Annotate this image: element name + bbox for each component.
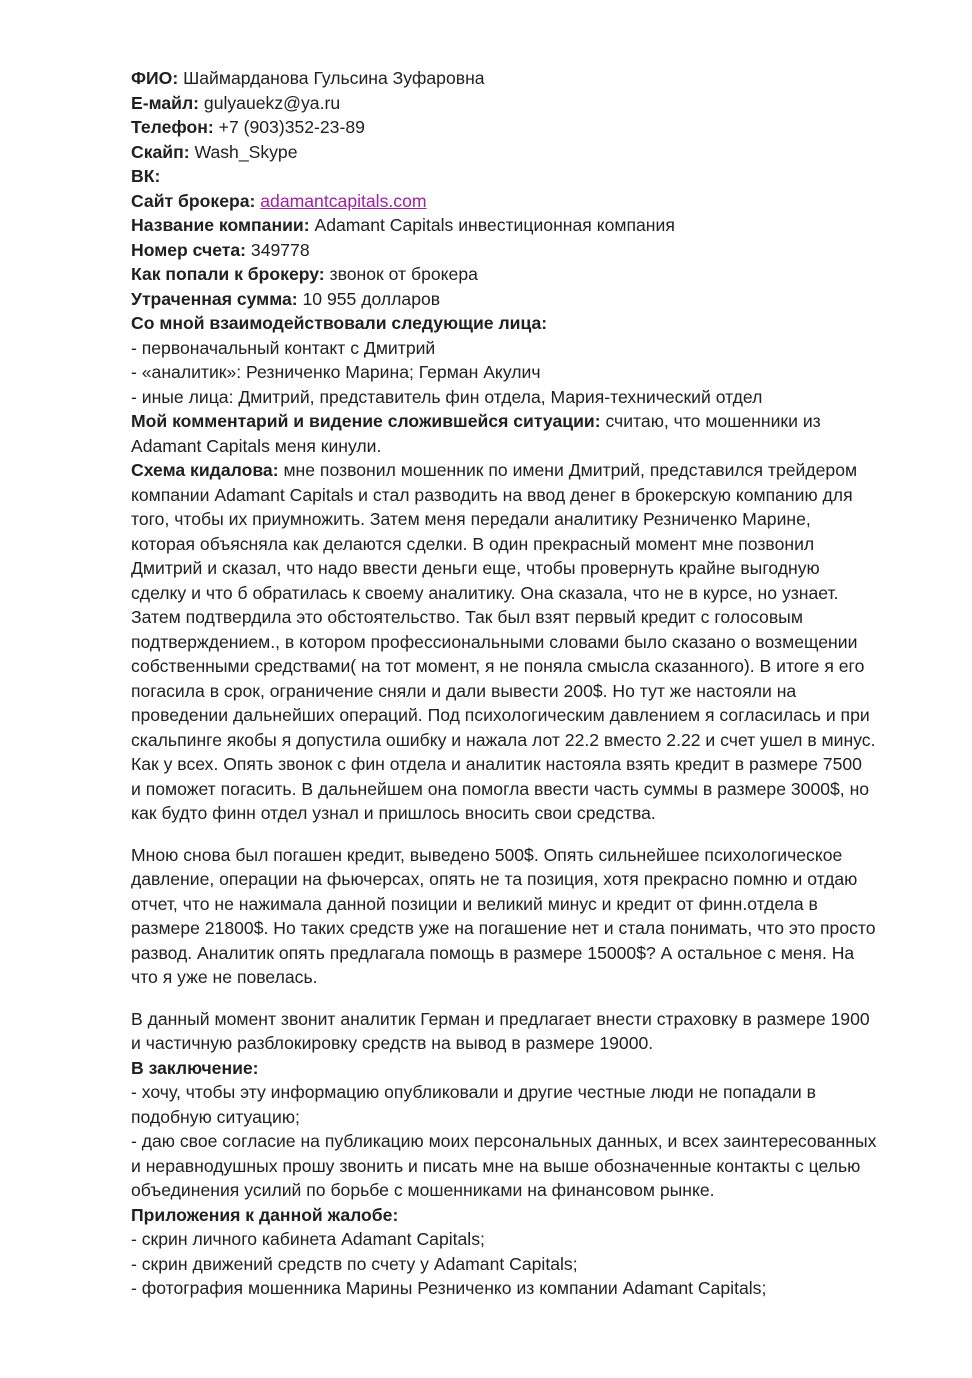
vk-label: ВК: [131, 166, 161, 186]
company-row [131, 213, 931, 238]
account-row [131, 238, 931, 263]
comment-label: Мой комментарий и видение сложившейся ситуации: [131, 411, 601, 431]
email-row [131, 91, 931, 116]
persons-heading [131, 311, 931, 336]
paragraph3-line: и частичную разблокировку средств на вывод в размере 19000. [131, 1033, 654, 1053]
conclusion-line: подобную ситуацию; [131, 1106, 300, 1127]
conclusion-line: - хочу, чтобы эту информацию опубликовали и другие честные люди не попадали в [131, 1082, 816, 1102]
phone-label: Телефон: [131, 117, 214, 137]
conclusion-line: - даю свое согласие на публикацию моих персональных данных, и всех заинтересованных [131, 1131, 877, 1151]
skype-value: Wash_Skype [189, 141, 298, 162]
persons-heading-text: Со мной взаимодействовали следующие лица: [131, 313, 548, 333]
how-value: звонок от брокера [324, 264, 478, 284]
skype-row [131, 140, 931, 165]
attachment-item: - скрин движений средств по счету у Adamant Capitals; [131, 1253, 578, 1274]
scheme-line: сделку и что б обратилась к своему аналитику. Она сказала, что не в курсе, но узнает. [131, 582, 839, 603]
scheme-line: погасила в срок, ограничение сняли и дали вывести 200$. Но тут же настояли на [131, 680, 797, 701]
list-item: - первоначальный контакт с Дмитрий [131, 337, 436, 358]
account-value: 349778 [246, 239, 310, 260]
phone-row [131, 115, 931, 140]
paragraph-spacer [131, 990, 931, 1007]
paragraph2-line: развод. Аналитик опять предлагала помощь в размере 15000$? А остальное с меня. На [131, 942, 855, 963]
scheme-line: как будто финн отдел узнал и пришлось вносить свои средства. [131, 803, 656, 823]
how-row [131, 262, 931, 287]
scheme-line: и поможет погасить. В дальнейшем она помогла ввести часть суммы в размере 3000$, но [131, 778, 870, 799]
scheme-line: собственными средствами( на тот момент, я не поняла смысла сказанного). В итоге я его [131, 656, 865, 676]
company-label: Название компании: [131, 215, 310, 235]
list-item: - иные лица: Дмитрий, представитель фин отдела, Мария-технический отдел [131, 386, 763, 407]
comment-line: Adamant Capitals меня кинули. [131, 435, 382, 456]
fio-label: ФИО: [131, 68, 179, 88]
scheme-text: мне позвонил мошенник по имени Дмитрий, представился трейдером [278, 460, 858, 480]
attachments-heading-text: Приложения к данной жалобе: [131, 1204, 399, 1225]
attachment-item: - скрин личного кабинета Adamant Capitals; [131, 1229, 485, 1249]
broker-site-link[interactable]: adamantcapitals.com [260, 190, 427, 211]
attachment-item: - фотография мошенника Марины Резниченко из компании Adamant Capitals; [131, 1278, 767, 1298]
scheme-line: Затем подтвердила это обстоятельство. Так был взят первый кредит с голосовым [131, 607, 803, 627]
conclusion-line: и неравнодушных прошу звонить и писать мне на выше обозначенные контакты с целью [131, 1155, 861, 1176]
paragraph2-line: отчет, что не нажимала данной позиции и великий минус и кредит от финн.отдела в [131, 893, 818, 914]
fio-row [131, 66, 931, 91]
broker-site-row [131, 189, 931, 214]
loss-value: 10 955 долларов [297, 288, 441, 309]
scheme-line: компании Adamant Capitals и стал разводить на ввод денег в брокерскую компанию для [131, 484, 853, 505]
fio-value: Шаймарданова Гульсина Зуфаровна [178, 68, 485, 88]
paragraph2-line: размере 21800$. Но таких средств уже на погашение нет и стала понимать, что это просто [131, 918, 876, 938]
scheme-line: Как у всех. Опять звонок с фин отдела и аналитик настояла взять кредит в размере 7500 [131, 754, 862, 774]
vk-row [131, 164, 931, 189]
email-value: gulyauekz@ya.ru [199, 92, 341, 113]
paragraph2-line: что я уже не повелась. [131, 967, 318, 987]
loss-label: Утраченная сумма: [131, 288, 298, 309]
paragraph2-line: Мною снова был погашен кредит, выведено 500$. Опять сильнейшее психологическое [131, 844, 843, 865]
scheme-line: которая объясняла как делаются сделки. В один прекрасный момент мне позвонил [131, 533, 815, 554]
paragraph-spacer [131, 826, 931, 843]
paragraph2-line: давление, операции на фьючерсах, опять не та позиция, хотя прекрасно помню и отдаю [131, 869, 858, 889]
list-item: - «аналитик»: Резниченко Марина; Герман Акулич [131, 362, 541, 382]
email-label: Е-майл: [131, 92, 200, 113]
scheme-line: проведении дальнейших операций. Под психологическим давлением я согласилась и при [131, 705, 870, 725]
complaint-document [131, 66, 931, 1301]
scheme-line: скальпинге якобы я допустила ошибку и нажала лот 22.2 вместо 2.22 и счет ушел в минус. [131, 729, 876, 750]
conclusion-line: объединения усилий по борьбе с мошенниками на финансовом рынке. [131, 1180, 715, 1200]
conclusion-heading-text: В заключение: [131, 1057, 259, 1078]
scheme-line: Дмитрий и сказал, что надо ввести деньги еще, чтобы провернуть крайне выгодную [131, 558, 820, 578]
loss-row [131, 287, 931, 312]
skype-label: Скайп: [131, 141, 190, 162]
phone-value: +7 (903)352-23-89 [213, 117, 365, 137]
comment-row [131, 409, 931, 434]
scheme-label: Схема кидалова: [131, 460, 279, 480]
conclusion-heading [131, 1056, 931, 1081]
scheme-line: подтверждением., в котором профессиональными словами было сказано о возмещении [131, 631, 858, 652]
comment-text: считаю, что мошенники из [600, 411, 821, 431]
scheme-row [131, 458, 931, 483]
broker-site-label: Сайт брокера: [131, 190, 256, 211]
company-value: Adamant Capitals инвестиционная компания [309, 215, 675, 235]
scheme-line: того, чтобы их приумножить. Затем меня передали аналитику Резниченко Марине, [131, 509, 811, 529]
attachments-heading [131, 1203, 931, 1228]
how-label: Как попали к брокеру: [131, 264, 325, 284]
account-label: Номер счета: [131, 239, 247, 260]
paragraph3-line: В данный момент звонит аналитик Герман и предлагает внести страховку в размере 1900 [131, 1008, 870, 1029]
